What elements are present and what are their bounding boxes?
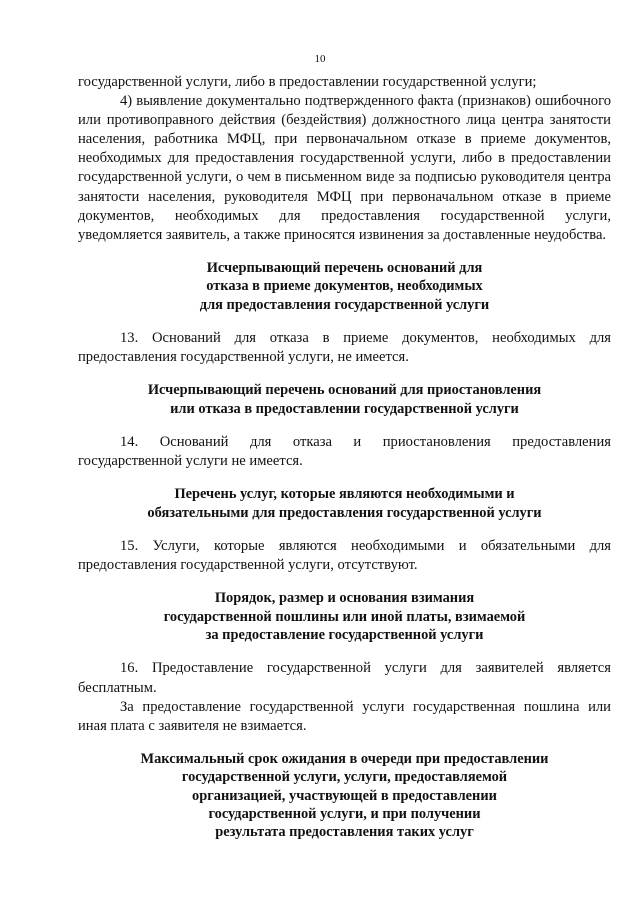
section-heading-suspension-grounds: [78, 381, 611, 418]
heading-line: организацией, участвующей в предоставлении: [192, 787, 497, 804]
page-number: 10: [314, 53, 326, 65]
heading-line: Исчерпывающий перечень оснований для: [206, 259, 483, 276]
heading-line: для предоставления государственной услуги: [199, 296, 490, 313]
paragraph-item-13: 13. Оснований для отказа в приеме документов, необходимых для предоставления государственной услуги, не имеется.: [78, 330, 611, 366]
section-heading-queue-time: [78, 750, 611, 842]
document-body: [78, 73, 611, 842]
paragraph-continuation: государственной услуги, либо в предоставлении государственной услуги;: [78, 74, 537, 90]
heading-line: результата предоставления таких услуг: [215, 824, 474, 841]
heading-line: государственной пошлины или иной платы, взимаемой: [163, 608, 526, 625]
paragraph-item-4: 4) выявление документально подтвержденного факта (признаков) ошибочного или противоправного действия (бездействия) должностного лица центра занятости населения, работника МФЦ, при первоначальном отказе в приеме документов, необходимых для предоставления государственной услуги, либо в предоставлении государственной услуги, о чем в письменном виде за подписью руководителя центра занятости населения, руководителя МФЦ при первоначальном отказе в приеме документов, необходимых для предоставления государственной услуги, уведомляется заявитель, а также приносятся извинения за доставленные неудобства.: [78, 93, 611, 243]
section-heading-refusal-grounds-documents: [78, 259, 611, 314]
heading-line: государственной услуги, и при получении: [208, 806, 481, 823]
heading-line: Исчерпывающий перечень оснований для приостановления: [147, 382, 542, 399]
heading-line: за предоставление государственной услуги: [205, 627, 484, 644]
paragraph-item-16: 16. Предоставление государственной услуги для заявителей является бесплатным.: [78, 660, 611, 696]
paragraph-item-14: 14. Оснований для отказа и приостановления предоставления государственной услуги не имеется.: [78, 434, 611, 470]
section-heading-fee: [78, 589, 611, 644]
section-heading-required-services: [78, 485, 611, 522]
heading-line: отказа в приеме документов, необходимых: [206, 278, 483, 295]
heading-line: Максимальный срок ожидания в очереди при предоставлении: [140, 750, 549, 767]
heading-line: обязательными для предоставления государственной услуги: [147, 504, 542, 521]
paragraph-item-15: 15. Услуги, которые являются необходимыми и обязательными для предоставления государственной услуги, отсутствуют.: [78, 538, 611, 574]
heading-line: Порядок, размер и основания взимания: [214, 590, 475, 607]
paragraph-fee-note: За предоставление государственной услуги государственная пошлина или иная плата с заявителя не взимается.: [78, 698, 611, 734]
heading-line: или отказа в предоставлении государственной услуги: [170, 400, 519, 417]
heading-line: государственной услуги, услуги, предоставляемой: [181, 769, 508, 786]
heading-line: Перечень услуг, которые являются необходимыми и: [174, 486, 515, 503]
